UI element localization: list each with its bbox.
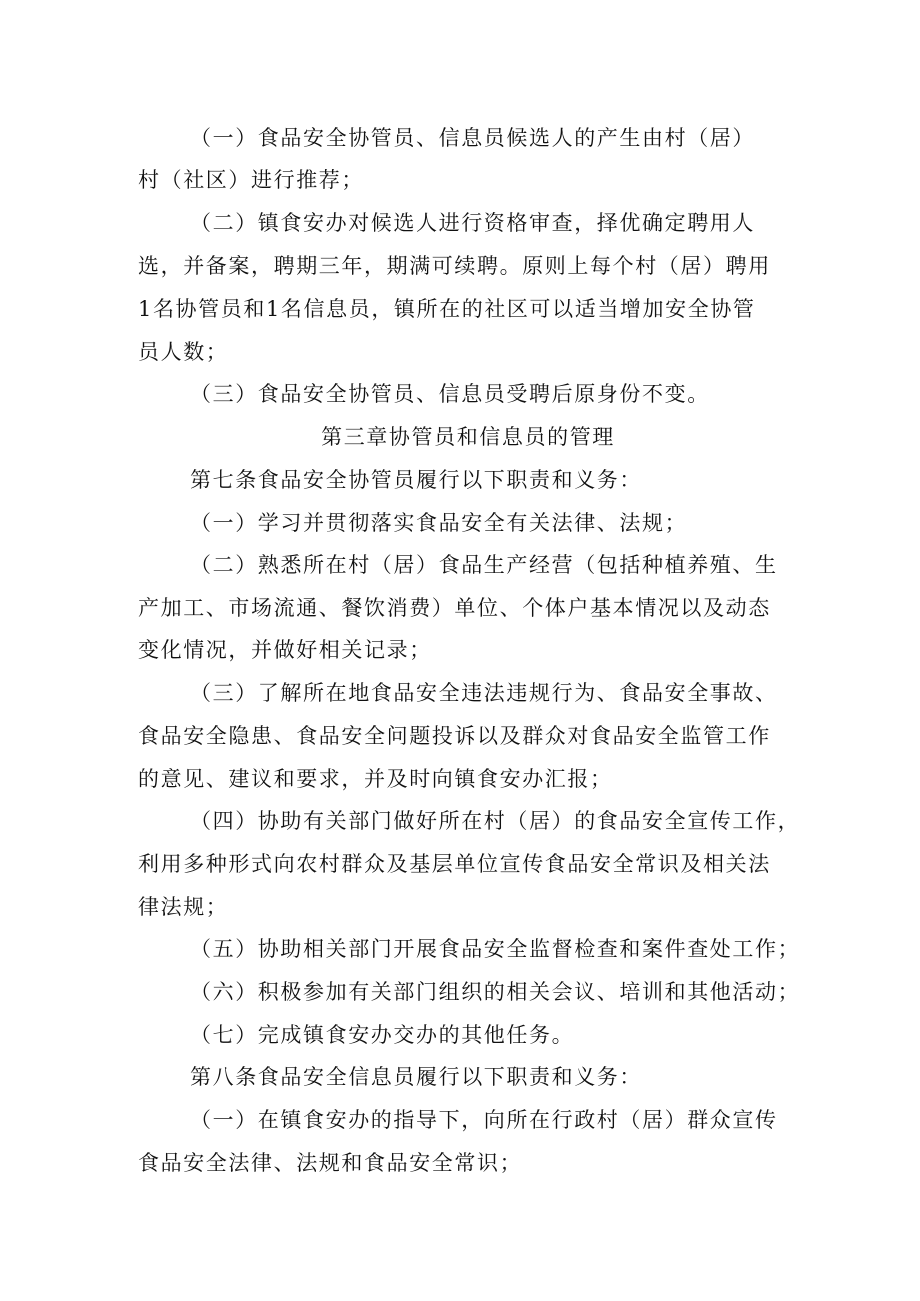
text-line: （四）协助有关部门做好所在村（居）的食品安全宣传工作， <box>190 809 801 833</box>
text-line: （二）熟悉所在村（居）食品生产经营（包括种植养殖、生 <box>190 553 778 577</box>
text-line: 1名协管员和1名信息员，镇所在的社区可以适当增加安全协管 <box>138 297 756 321</box>
text-line: 利用多种形式向农村群众及基层单位宣传食品安全常识及相关法 <box>138 852 771 876</box>
text-line: （五）协助相关部门开展食品安全监督检查和案件查处工作； <box>190 937 801 961</box>
text-line: 产加工、市场流通、餐饮消费）单位、个体户基本情况以及动态 <box>138 596 771 620</box>
text-line: （七）完成镇食安办交办的其他任务。 <box>190 1023 575 1047</box>
text-line: （六）积极参加有关部门组织的相关会议、培训和其他活动； <box>190 980 801 1004</box>
text-line: 变化情况，并做好相关记录； <box>138 638 432 662</box>
text-line: 食品安全法律、法规和食品安全常识； <box>138 1151 523 1175</box>
text-line: （一）学习并贯彻落实食品安全有关法律、法规； <box>190 511 688 535</box>
text-line: （二）镇食安办对候选人进行资格审查，择优确定聘用人 <box>190 211 755 235</box>
text-line: （一）食品安全协管员、信息员候选人的产生由村（居） <box>190 126 755 150</box>
text-line: 村（社区）进行推荐； <box>138 168 364 192</box>
text-line: （一）在镇食安办的指导下，向所在行政村（居）群众宣传 <box>190 1108 778 1132</box>
text-line: （三）食品安全协管员、信息员受聘后原身份不变。 <box>190 382 710 406</box>
text-line: （三）了解所在地食品安全违法违规行为、食品安全事故、 <box>190 681 778 705</box>
chapter-heading: 第三章协管员和信息员的管理 <box>321 425 615 449</box>
text-line: 食品安全隐患、食品安全问题投诉以及群众对食品安全监管工作 <box>138 724 771 748</box>
article-heading: 第八条食品安全信息员履行以下职责和义务： <box>190 1065 642 1089</box>
text-line: 的意见、建议和要求，并及时向镇食安办汇报； <box>138 767 613 791</box>
article-heading: 第七条食品安全协管员履行以下职责和义务： <box>190 468 642 492</box>
text-line: 员人数； <box>138 340 229 364</box>
text-line: 律法规； <box>138 895 229 919</box>
text-line: 选，并备案，聘期三年，期满可续聘。原则上每个村（居）聘用 <box>138 254 771 278</box>
